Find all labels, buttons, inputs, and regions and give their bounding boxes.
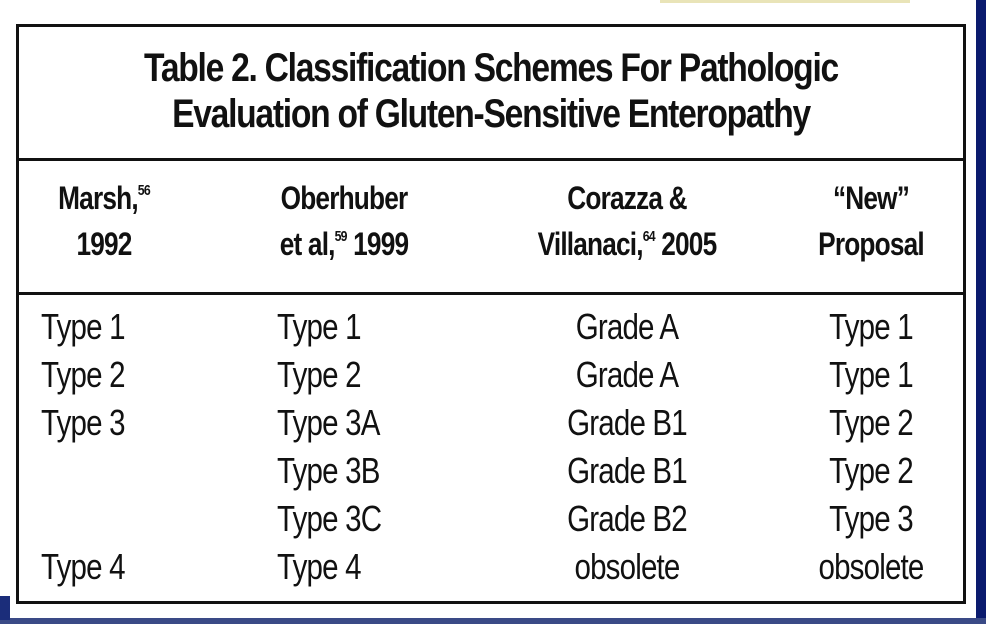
cell-marsh: Type 4 xyxy=(41,546,125,587)
cell-marsh: Type 3 xyxy=(41,402,125,443)
cell-oberhuber: Type 3C xyxy=(277,498,382,539)
window-edge-right xyxy=(976,0,986,624)
table-row xyxy=(19,399,963,447)
header-oberhuber-year: 1999 xyxy=(346,226,409,262)
cell-new-proposal: Type 3 xyxy=(829,498,913,539)
header-oberhuber-ref: 59 xyxy=(334,228,347,245)
window-edge-bottom xyxy=(0,618,986,624)
window-edge-left-mark xyxy=(0,596,10,620)
header-proposal: Proposal xyxy=(818,226,924,262)
table-header-row xyxy=(19,161,963,295)
cell-corazza: obsolete xyxy=(574,546,680,587)
header-corazza-year: 2005 xyxy=(654,226,717,262)
table-title xyxy=(19,27,963,161)
header-corazza xyxy=(504,175,750,267)
header-new-proposal xyxy=(796,175,947,267)
cell-corazza: Grade A xyxy=(575,354,679,395)
header-marsh xyxy=(34,175,173,267)
cell-corazza: Grade B1 xyxy=(567,402,687,443)
cell-new-proposal: Type 2 xyxy=(829,402,913,443)
table-title-line-1: Table 2. Classification Schemes For Pathologic xyxy=(144,46,838,90)
table-row xyxy=(19,543,963,591)
header-corazza-ref: 64 xyxy=(642,228,655,245)
cell-oberhuber: Type 3A xyxy=(277,402,380,443)
cell-corazza: Grade B1 xyxy=(567,450,687,491)
table-row xyxy=(19,303,963,351)
header-oberhuber-name: Oberhuber xyxy=(280,180,408,216)
cell-corazza: Grade B2 xyxy=(567,498,687,539)
table-row xyxy=(19,351,963,399)
cell-marsh: Type 1 xyxy=(41,306,125,347)
header-corazza-villanaci: Villanaci, xyxy=(537,226,643,262)
cell-oberhuber: Type 1 xyxy=(277,306,361,347)
cell-new-proposal: Type 1 xyxy=(829,306,913,347)
header-new: “New” xyxy=(832,180,910,216)
header-marsh-name: Marsh, xyxy=(58,180,138,216)
classification-table xyxy=(16,24,966,604)
cell-new-proposal: Type 2 xyxy=(829,450,913,491)
header-corazza-name: Corazza & xyxy=(567,180,687,216)
header-marsh-ref: 56 xyxy=(137,182,150,199)
cell-new-proposal: Type 1 xyxy=(829,354,913,395)
header-marsh-year: 1992 xyxy=(76,226,132,262)
top-edge-artifact xyxy=(660,0,910,3)
cell-oberhuber: Type 4 xyxy=(277,546,361,587)
table-row xyxy=(19,447,963,495)
cell-corazza: Grade A xyxy=(575,306,679,347)
cell-oberhuber: Type 3B xyxy=(277,450,380,491)
cell-marsh: Type 2 xyxy=(41,354,125,395)
header-oberhuber-etal: et al, xyxy=(279,226,335,262)
cell-oberhuber: Type 2 xyxy=(277,354,361,395)
header-oberhuber xyxy=(242,175,447,267)
cell-new-proposal: obsolete xyxy=(818,546,924,587)
table-title-line-2: Evaluation of Gluten-Sensitive Enteropathy xyxy=(172,92,810,136)
table-row xyxy=(19,495,963,543)
